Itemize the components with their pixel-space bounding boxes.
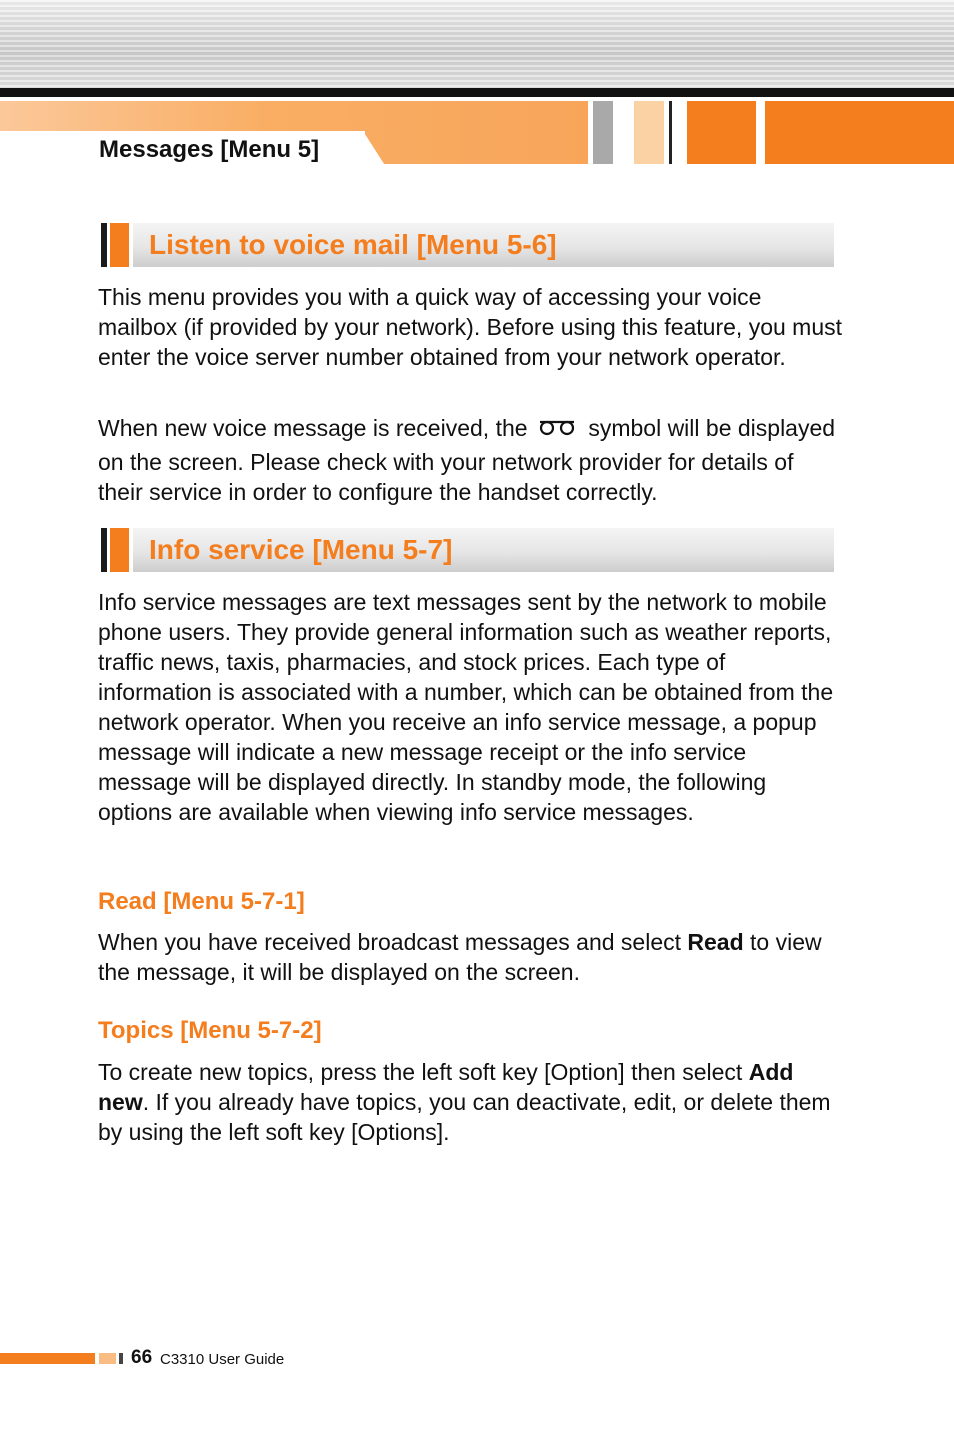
- read-text-bold: Read: [687, 929, 744, 955]
- topics-text-before: To create new topics, press the left soft key [Option] then select: [98, 1059, 743, 1085]
- voicemail-text-before: When new voice message is received, the: [98, 415, 528, 442]
- page-number: 66: [131, 1347, 153, 1368]
- voicemail-icon: [538, 413, 576, 443]
- footer-orange-bar: [0, 1353, 95, 1364]
- header-orange-block-1: [687, 101, 756, 164]
- read-text-before: When you have received broadcast messages and select: [98, 929, 681, 955]
- voicemail-description: This menu provides you with a quick way of accessing your voice mailbox (if provided by your network). Before using this feature, you must enter the voice server number obtained from your network operator.: [98, 284, 843, 370]
- read-text-after: to view the message, it will be displayed on the screen.: [98, 929, 822, 985]
- header-grey-block: [593, 101, 613, 164]
- heading-black-marker: [101, 223, 107, 267]
- read-description: [98, 927, 843, 987]
- section-heading-bar-voicemail: [101, 223, 834, 267]
- header-orange-block-2: [765, 101, 954, 164]
- topics-description: [98, 1057, 843, 1147]
- section-heading-bar-info-service: [101, 528, 834, 572]
- voicemail-symbol-paragraph: [98, 413, 843, 507]
- page-header-title: Messages [Menu 5]: [99, 136, 320, 163]
- section-title-voicemail: Listen to voice mail [Menu 5-6]: [149, 229, 557, 260]
- footer-dark-stripe: [119, 1353, 123, 1364]
- voicemail-text-after: symbol will be displayed on the screen. Please check with your network provider for details of their service in order to configure the handset correctly.: [98, 415, 836, 505]
- header-peach-block: [634, 101, 664, 164]
- heading-orange-marker: [110, 223, 129, 267]
- section-title-info-service: Info service [Menu 5-7]: [149, 534, 453, 565]
- info-service-description: Info service messages are text messages sent by the network to mobile phone users. They provide general information such as weather reports, traffic news, taxis, pharmacies, and stock prices. Each type of information is associated with a number, which can be obtained from the network operator. When you receive an info service message, a popup message will indicate a new message receipt or the info service message will be displayed directly. In standby mode, the following options are available when viewing info service messages.: [98, 589, 834, 825]
- topics-text-after: . If you already have topics, you can deactivate, edit, or delete them by using the left soft key [Options].: [98, 1089, 831, 1145]
- heading-orange-marker: [110, 528, 129, 572]
- subheading-read: Read [Menu 5-7-1]: [98, 888, 305, 915]
- header-dark-stripe: [669, 101, 672, 164]
- subheading-topics: Topics [Menu 5-7-2]: [98, 1017, 322, 1044]
- heading-black-marker: [101, 528, 107, 572]
- footer-peach-block: [99, 1353, 116, 1364]
- top-black-rule: [0, 88, 954, 97]
- topics-text-bold: Add new: [98, 1059, 794, 1115]
- top-gradient-band: [0, 0, 954, 88]
- guide-name: C3310 User Guide: [160, 1351, 285, 1368]
